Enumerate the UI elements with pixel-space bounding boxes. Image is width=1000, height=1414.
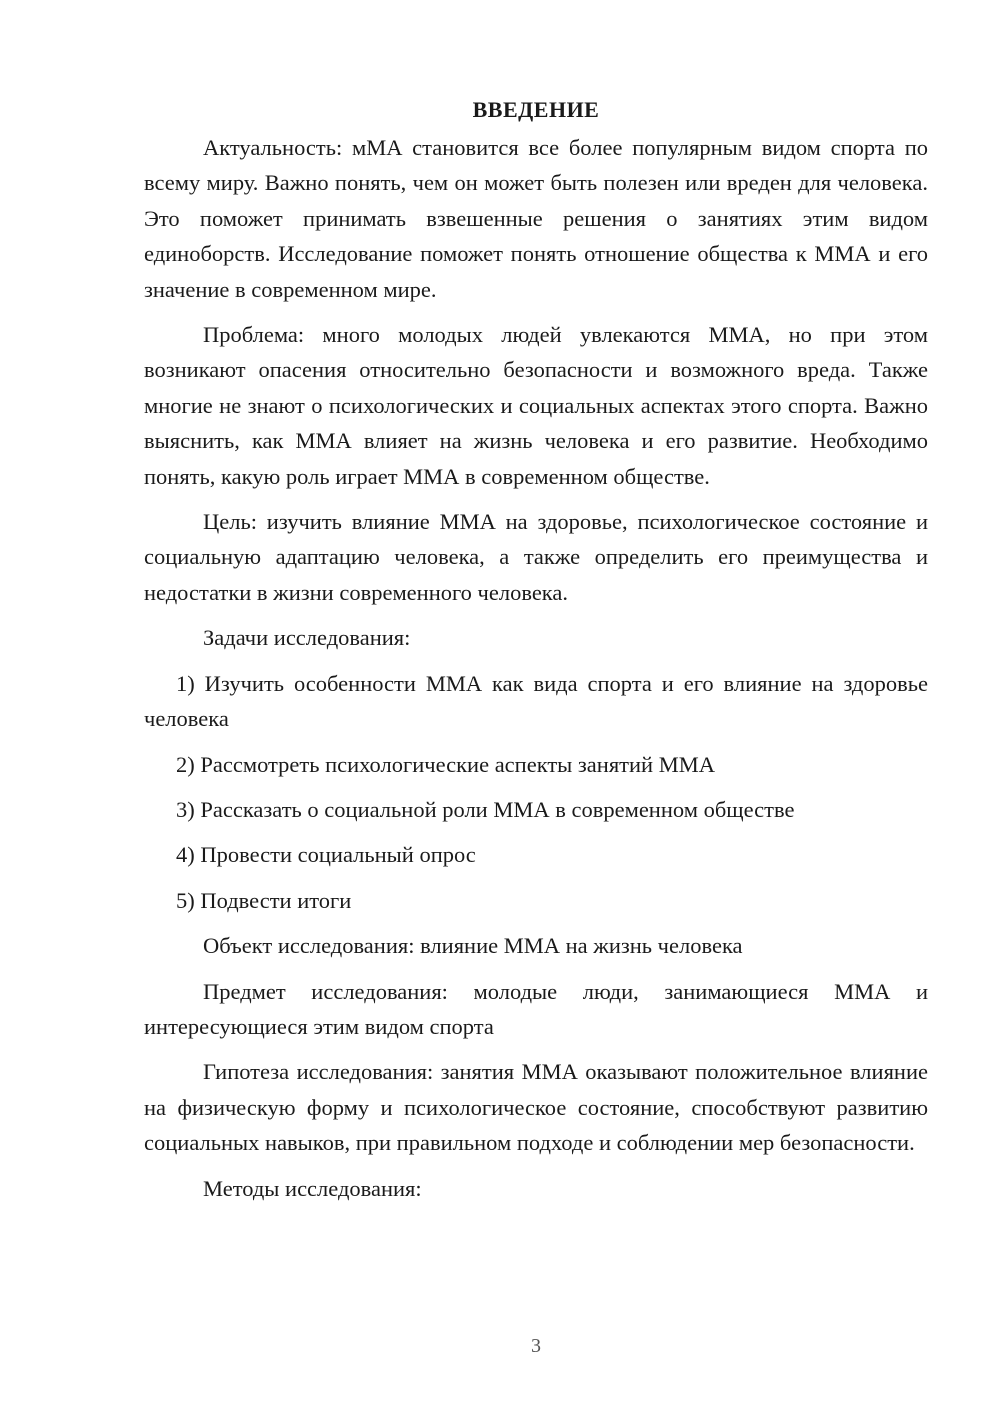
tasks-title: Задачи исследования: — [203, 625, 411, 651]
goal-paragraph: Цель: изучить влияние ММА на здоровье, психологическое состояние и социальную адаптацию человека, а также определить его преимущества и недостатки в жизни современного человека. — [144, 509, 928, 605]
methods-title: Методы исследования: — [203, 1175, 422, 1201]
subject-paragraph: Предмет исследования: молодые люди, занимающиеся ММА и интересующиеся этим видом спорта — [144, 978, 928, 1039]
task-item-2: 2) Рассмотреть психологические аспекты занятий ММА — [176, 751, 715, 777]
task-item-4: 4) Провести социальный опрос — [176, 842, 476, 868]
task-item-3: 3) Рассказать о социальной роли ММА в современном обществе — [176, 796, 795, 822]
object-paragraph: Объект исследования: влияние ММА на жизнь человека — [203, 933, 743, 959]
task-item-5: 5) Подвести итоги — [176, 887, 352, 913]
page-number: 3 — [531, 1335, 541, 1357]
task-item-1: 1) Изучить особенности ММА как вида спорта и его влияние на здоровье человека — [144, 670, 928, 732]
section-heading: ВВЕДЕНИЕ — [472, 97, 600, 122]
hypothesis-paragraph: Гипотеза исследования: занятия ММА оказывают положительное влияние на физическую форму и психологическое состояние, способствуют развитию социальных навыков, при правильном подходе и соблюдении мер безопасности. — [144, 1059, 928, 1156]
relevance-paragraph: Актуальность: мМА становится все более популярным видом спорта по всему миру. Важно понять, чем он может быть полезен или вреден для человека. Это поможет принимать взвешенные решения о занятиях этим видом единоборств. Исследование поможет понять отношение общества к ММА и его значение в современном мире. — [144, 135, 928, 302]
page-content — [144, 92, 928, 1216]
problem-paragraph: Проблема: много молодых людей увлекаются ММА, но при этом возникают опасения относительно безопасности и возможного вреда. Также многие не знают о психологических и социальных аспектах этого спорта. Важно выяснить, как ММА влияет на жизнь человека и его развитие. Необходимо понять, какую роль играет ММА в современном обществе. — [144, 322, 928, 489]
